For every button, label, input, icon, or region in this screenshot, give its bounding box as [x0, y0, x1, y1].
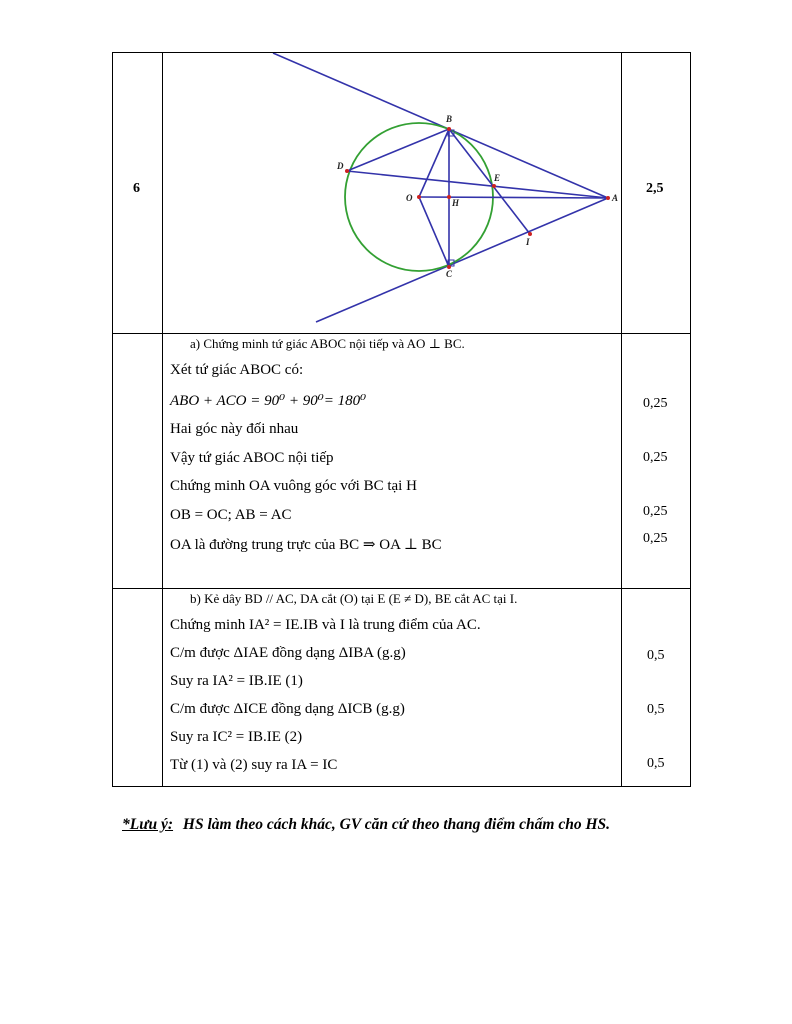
part-a-score-2: 0,25	[643, 450, 668, 465]
point-o	[417, 195, 421, 199]
part-b-line-3: Suy ra IA² = IB.IE (1)	[170, 673, 303, 689]
table-border-left	[112, 52, 113, 787]
label-o: O	[406, 193, 413, 203]
label-b: B	[446, 114, 453, 124]
table-row-divider-2	[112, 588, 691, 589]
point-d	[345, 169, 349, 173]
label-d: D	[337, 161, 344, 171]
point-a	[606, 196, 610, 200]
grading-note-label: *Lưu ý:	[122, 816, 174, 833]
part-b-score-1: 0,5	[647, 648, 665, 663]
part-b-line-2: C/m được ΔIAE đồng dạng ΔIBA (g.g)	[170, 645, 406, 661]
part-a-line-2: ABO + ACO = 90⁰ + 90⁰= 180⁰	[170, 393, 367, 409]
part-a-score-4: 0,25	[643, 531, 668, 546]
question-number: 6	[133, 181, 140, 196]
part-a-line-3: Hai góc này đối nhau	[170, 421, 299, 437]
table-border-right	[690, 52, 691, 787]
label-c: C	[446, 269, 453, 279]
part-a-line-1: Xét tứ giác ABOC có:	[170, 362, 304, 378]
part-b-score-2: 0,5	[647, 702, 665, 717]
point-e	[492, 184, 496, 188]
part-a-line-5: Chứng minh OA vuông góc với BC tại H	[170, 478, 417, 494]
table-col-divider-2	[621, 52, 622, 787]
part-a-line-4: Vậy tứ giác ABOC nội tiếp	[170, 450, 334, 466]
part-a-line-7: OA là đường trung trực của BC ⇒ OA ⊥ BC	[170, 537, 442, 553]
part-a-title: a) Chứng minh tứ giác ABOC nội tiếp và AO ⊥ BC.	[190, 336, 465, 351]
part-b-line-1: Chứng minh IA² = IE.IB và I là trung điểm của AC.	[170, 617, 481, 633]
part-b-line-5: Suy ra IC² = IB.IE (2)	[170, 729, 303, 745]
grading-note-text: HS làm theo cách khác, GV căn cứ theo thang điểm chấm cho HS.	[182, 816, 611, 833]
label-h: H	[452, 198, 460, 208]
point-h	[447, 195, 451, 199]
geometry-figure	[163, 53, 621, 333]
label-a: A	[612, 193, 619, 203]
table-row-divider-1	[112, 333, 691, 334]
grading-note	[122, 816, 610, 834]
point-i	[528, 232, 532, 236]
tangent-line-ac	[316, 198, 608, 322]
label-i: I	[526, 237, 530, 247]
part-a-score-1: 0,25	[643, 396, 668, 411]
part-a-score-3: 0,25	[643, 504, 668, 519]
part-b-line-4: C/m được ΔICE đồng dạng ΔICB (g.g)	[170, 701, 405, 717]
label-e: E	[494, 173, 501, 183]
part-a-line-6: OB = OC; AB = AC	[170, 507, 292, 523]
part-b-score-3: 0,5	[647, 756, 665, 771]
question-total-score: 2,5	[646, 181, 664, 196]
table-border-bottom	[112, 786, 691, 787]
point-b	[447, 127, 451, 131]
part-b-line-6: Từ (1) và (2) suy ra IA = IC	[170, 757, 338, 773]
part-b-title: b) Kẻ dây BD // AC, DA cắt (O) tại E (E ≠ D), BE cắt AC tại I.	[190, 591, 518, 606]
